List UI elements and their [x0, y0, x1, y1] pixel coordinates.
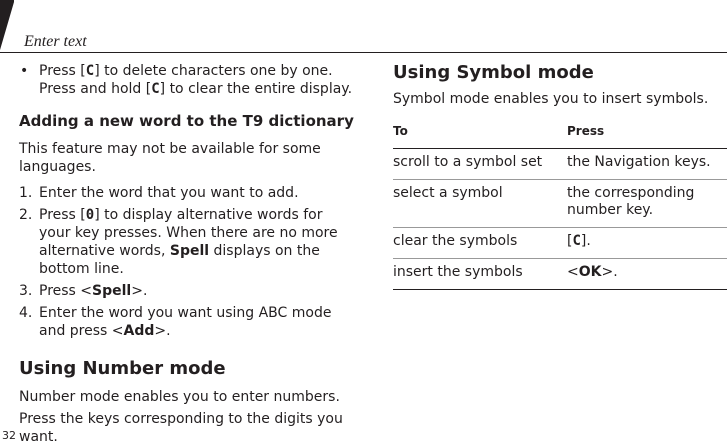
- column-header-to: To: [393, 114, 567, 149]
- column-header-press: Press: [567, 114, 727, 149]
- table-cell: scroll to a symbol set: [393, 149, 567, 180]
- bullet-icon: •: [20, 63, 29, 79]
- number-mode-text: Number mode enables you to enter numbers.: [19, 389, 340, 405]
- table-cell: the corresponding number key.: [567, 180, 727, 228]
- table-cell: <OK>.: [567, 259, 727, 290]
- left-column: [19, 60, 357, 446]
- symbol-mode-heading: Using Symbol mode: [393, 62, 594, 83]
- table-cell: [C].: [567, 228, 727, 259]
- number-mode-heading: Using Number mode: [19, 358, 226, 379]
- right-column: [393, 60, 727, 290]
- table-row: [393, 228, 727, 259]
- table-header-row: [393, 114, 727, 149]
- symbol-mode-intro: Symbol mode enables you to insert symbols.: [393, 91, 709, 107]
- table-row: [393, 259, 727, 290]
- table-cell: select a symbol: [393, 180, 567, 228]
- number-mode-text: Press the keys corresponding to the digits you want.: [19, 411, 343, 445]
- section-title: Enter text: [24, 33, 87, 50]
- t9-heading: Adding a new word to the T9 dictionary: [19, 112, 354, 130]
- symbol-table: [393, 114, 727, 290]
- bullet-item: • Press [C] to delete characters one by one. Press and hold [C] to clear the entire display.: [20, 63, 353, 97]
- step-item: 3. Press <Spell>.: [19, 283, 148, 299]
- table-cell: clear the symbols: [393, 228, 567, 259]
- table-cell: the Navigation keys.: [567, 149, 727, 180]
- table-cell: insert the symbols: [393, 259, 567, 290]
- table-row: [393, 180, 727, 228]
- step-item: 2. Press [0] to display alternative words for your key presses. When there are no more alternative words, Spell displays on the bottom line.: [19, 207, 338, 277]
- page-number: 32: [2, 429, 16, 442]
- header-divider: [0, 52, 727, 53]
- header-tab-mark: [0, 0, 14, 50]
- table-row: [393, 149, 727, 180]
- step-item: 4. Enter the word you want using ABC mode and press <Add>.: [19, 305, 332, 339]
- t9-intro: This feature may not be available for some languages.: [19, 141, 321, 175]
- step-item: 1. Enter the word that you want to add.: [19, 185, 299, 201]
